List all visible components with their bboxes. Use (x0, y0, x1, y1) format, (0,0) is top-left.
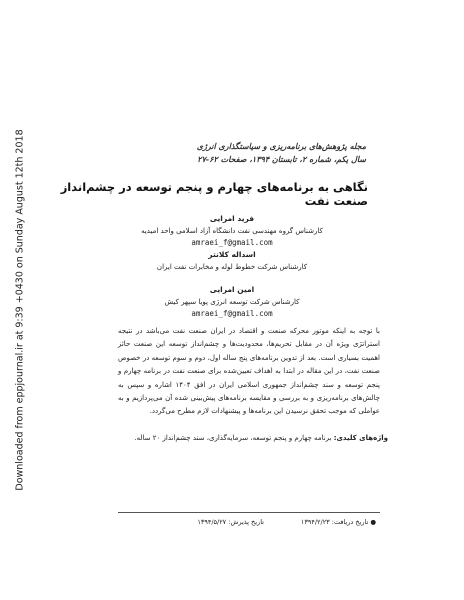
author-affiliation: کارشناس گروه مهندسی نفت دانشگاه آزاد اسلامی واحد امیدیه (141, 227, 323, 235)
author-affiliation: کارشناس شرکت خطوط لوله و مخابرات نفت ایران (156, 263, 308, 271)
footer-divider (118, 512, 380, 513)
keywords-label: واژه‌های کلیدی: (333, 434, 388, 442)
journal-issue: سال یکم، شماره ۲، تابستان ۱۳۹۴، صفحات ۶۲-۲۷ (197, 155, 366, 164)
accepted-date: تاریخ پذیرش: ۱۳۹۴/۵/۲۷ (197, 518, 264, 526)
received-date: ● تاریخ دریافت: ۱۳۹۴/۲/۲۳ (300, 518, 376, 526)
author-block (0, 284, 464, 320)
author-block (0, 249, 464, 273)
author-email[interactable]: amraei_f@gmail.com (191, 238, 273, 247)
paper-title: نگاهی به برنامه‌های چهارم و پنجم توسعه در چشم‌انداز صنعت نفت (60, 180, 368, 208)
journal-header (36, 140, 366, 166)
abstract: با توجه به اینکه موتور محرکه صنعت و اقتصاد در ایران صنعت نفت می‌باشد در نتیجه استراتژی ویژه آن در مقابل تحریم‌ها، محدودیت‌ها و چشم‌انداز توسعه این صنعت حائز اهمیت بسیاری است. بعد از تدوین برنامه‌های پنج ساله اول، دوم و سوم توسعه در خصوص صنعت نفت، در این مقاله در ابتدا به اهداف تعیین‌شده برای صنعت نفت در برنامه چهارم و پنجم توسعه و سند چشم‌انداز جمهوری اسلامی ایران در افق ۱۴۰۴ اشاره و سپس به چالش‌های برنامه‌ریزی و به بررسی و مقایسه برنامه‌های پیش‌بینی شده آن می‌پردازیم و به عواملی که موجب تحقق نرسیدن این برنامه‌ها و پیشنهادات لازم مطرح می‌گردد. (118, 327, 381, 416)
author-name: اسداله کلانتر (208, 250, 256, 259)
journal-name: مجله پژوهش‌های برنامه‌ریزی و سیاستگذاری انرژی (196, 142, 366, 151)
author-affiliation: کارشناس شرکت توسعه انرژی پویا سپهر کیش (164, 298, 300, 306)
download-note: Downloaded from eppjournal.ir at 9:39 +0430 on Sunday August 12th 2018 (14, 129, 26, 491)
author-block (0, 213, 464, 249)
author-email[interactable]: amraei_f@gmail.com (191, 309, 273, 318)
keywords-line (118, 432, 388, 444)
author-name: فرید امرایی (209, 214, 255, 223)
author-name: امین امرایی (209, 285, 255, 294)
keywords-text: برنامه چهارم و پنجم توسعه، سرمایه‌گذاری، سند چشم‌انداز ۲۰ ساله. (134, 434, 332, 442)
